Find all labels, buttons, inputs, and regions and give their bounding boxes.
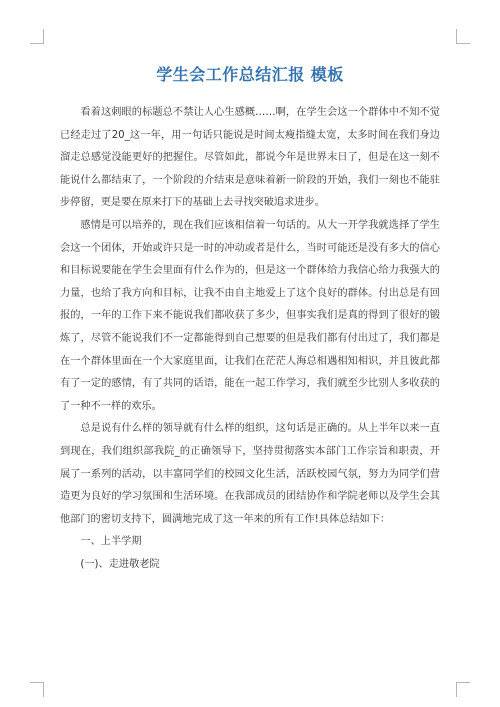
document-title: 学生会工作总结汇报 模板: [156, 65, 344, 84]
paragraph: 感情是可以培养的，现在我们应该相信着一句话的。从大一开学我就选择了学生会这一个团体，开始或许只是一时的冲动或者是什么，当时可能还是没有多大的信心和目标说要能在学生会里面有什么作为的，但是这一个群体给力我信心给力我强大的力量，也给了我方向和目标，让我不由自主地爱上了这个良好的群体。付出总是有回报的，一年的工作下来不能说我们都收获了多少，但事实我们是真的得到了很好的锻炼了，尽管不能说我们不一定都能得到自己想要的但是我们都有付出过了，我们都是在一个群体里面在一个大家庭里面，让我们在茫茫人海总相遇相知相识，并且彼此都有了一定的感情，有了共同的话语，能在一起工作学习，我们就至少比别人多收获的了一种不一样的欢乐。: [60, 219, 440, 412]
subsection-heading: (一)、走进敬老院: [80, 558, 160, 570]
paragraph: 看着这刺眼的标题总不禁让人心生感概……啊，在学生会这一个群体中不知不觉已经走过了20_这一年，用一句话只能说是时间太瘦指缝太宽，太多时间在我们身边溜走总感觉没能更好的把握住。尽管如此，都说今年是世界末日了，但是在这一刻不能说什么都结束了，一个阶段的介结束是意味着新一阶段的开始，我们一刻也不能驻步停留，更是要在原来打下的基础上去寻找突破追求进步。: [60, 107, 440, 209]
crop-mark-top-right: [456, 43, 470, 44]
crop-mark-top-left: [43, 29, 44, 44]
paragraph: 总是说有什么样的领导就有什么样的组织，这句话是正确的。从上半年以来一直到现在，我们组织部我院_的正确领导下，坚持贯彻落实本部门工作宗旨和职责，开展了一系列的活动，以丰富同学们的校园文化生活，活跃校园气氛，努力为同学们营造更为良好的学习氛围和生活环境。在我部成员的团结协作和学院老师以及学生会其他部门的密切支持下，圆满地完成了这一年来的所有工作!具体总结如下：: [60, 423, 440, 525]
crop-mark-bottom-right: [456, 682, 470, 683]
crop-mark-top-right: [456, 29, 457, 44]
crop-mark-bottom-left: [43, 682, 44, 697]
crop-mark-bottom-left: [30, 682, 44, 683]
crop-mark-bottom-right: [456, 682, 457, 697]
crop-mark-top-left: [30, 43, 44, 44]
section-heading: 一、上半学期: [80, 536, 142, 548]
document-body: [60, 102, 440, 576]
